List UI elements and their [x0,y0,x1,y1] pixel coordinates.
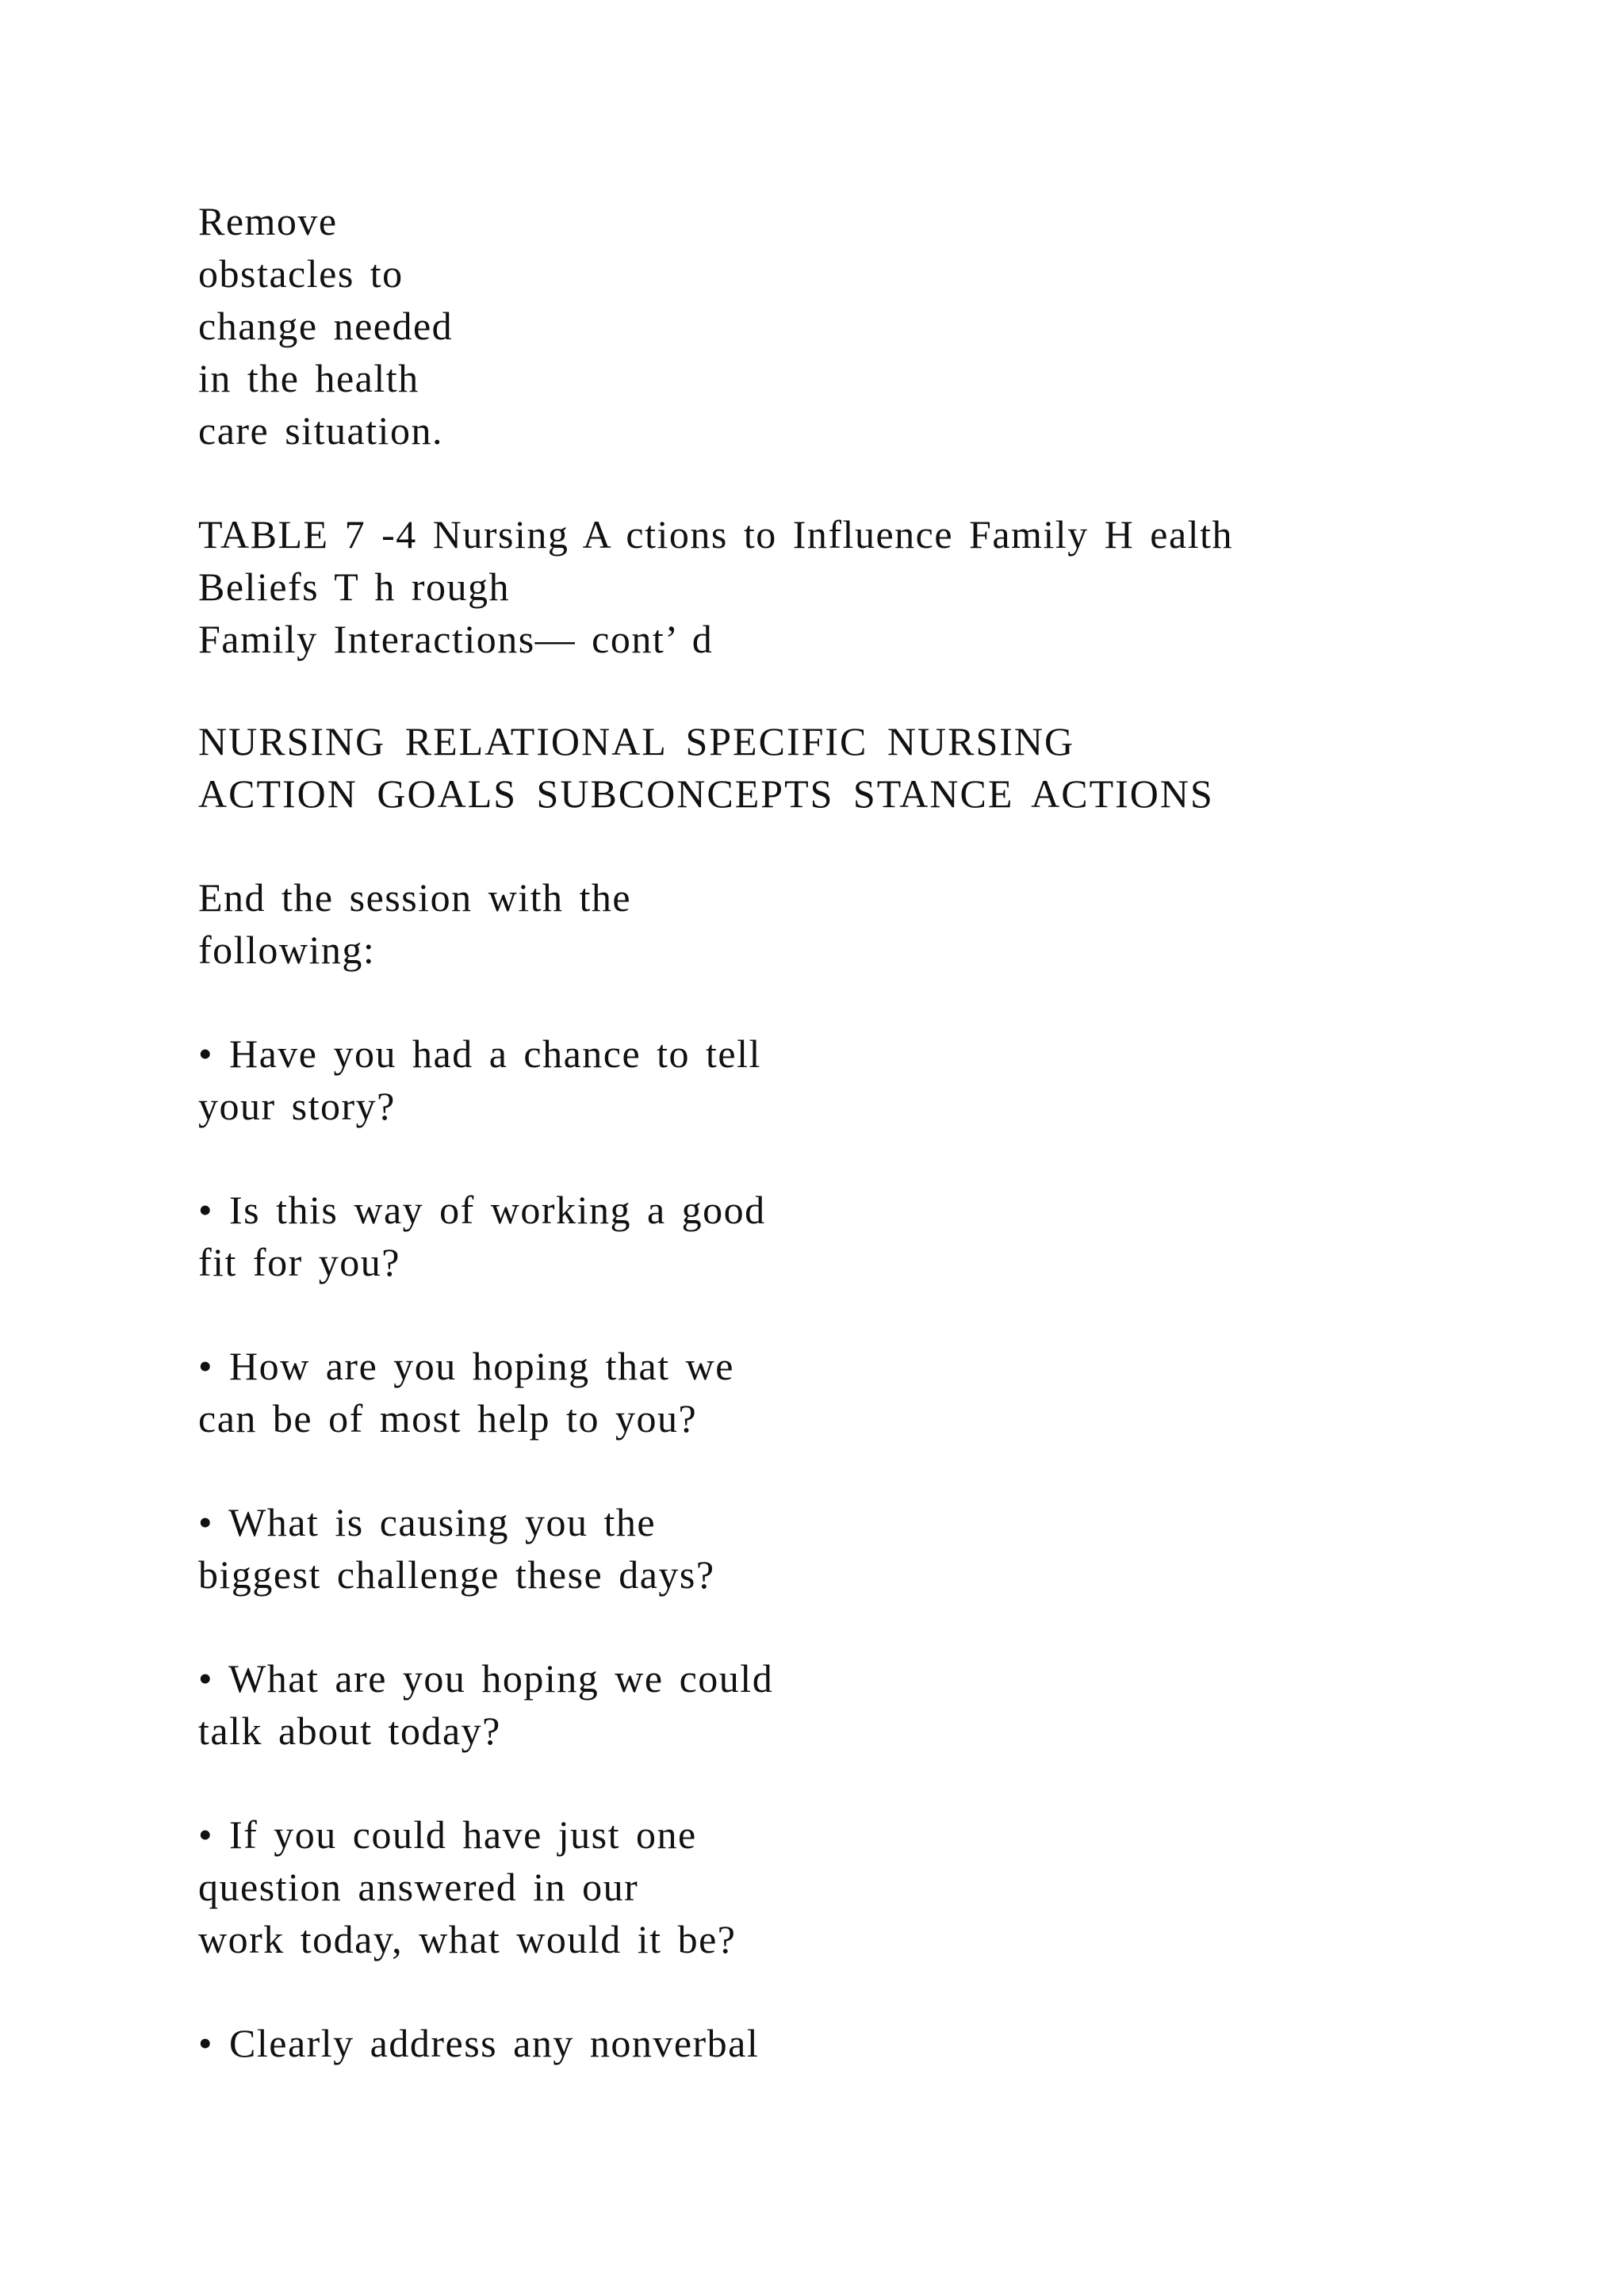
bullet-item-most-help: • How are you hoping that we can be of most help to you? [198,1344,734,1441]
bullet-item-biggest-challenge: • What is causing you the biggest challenge these days? [198,1500,715,1597]
bullet-item-one-question: • If you could have just one question answered in our work today, what would it be? [198,1812,737,1961]
bullet-item-good-fit: • Is this way of working a good fit for you? [198,1188,766,1284]
text-block-remove-obstacles: Remove obstacles to change needed in the health care situation. [198,199,454,453]
bullet-item-nonverbal: • Clearly address any nonverbal [198,2021,760,2065]
bullet-item-talk-today: • What are you hoping we could talk about today? [198,1656,774,1753]
table-caption: TABLE 7 -4 Nursing A ctions to Influence Family H ealth Beliefs T h rough Family Interactions— cont’ d [198,512,1233,661]
text-block-end-session: End the session with the following: [198,875,632,972]
table-column-headers: NURSING RELATIONAL SPECIFIC NURSING ACTION GOALS SUBCONCEPTS STANCE ACTIONS [198,719,1214,816]
bullet-item-tell-story: • Have you had a chance to tell your story? [198,1031,761,1128]
